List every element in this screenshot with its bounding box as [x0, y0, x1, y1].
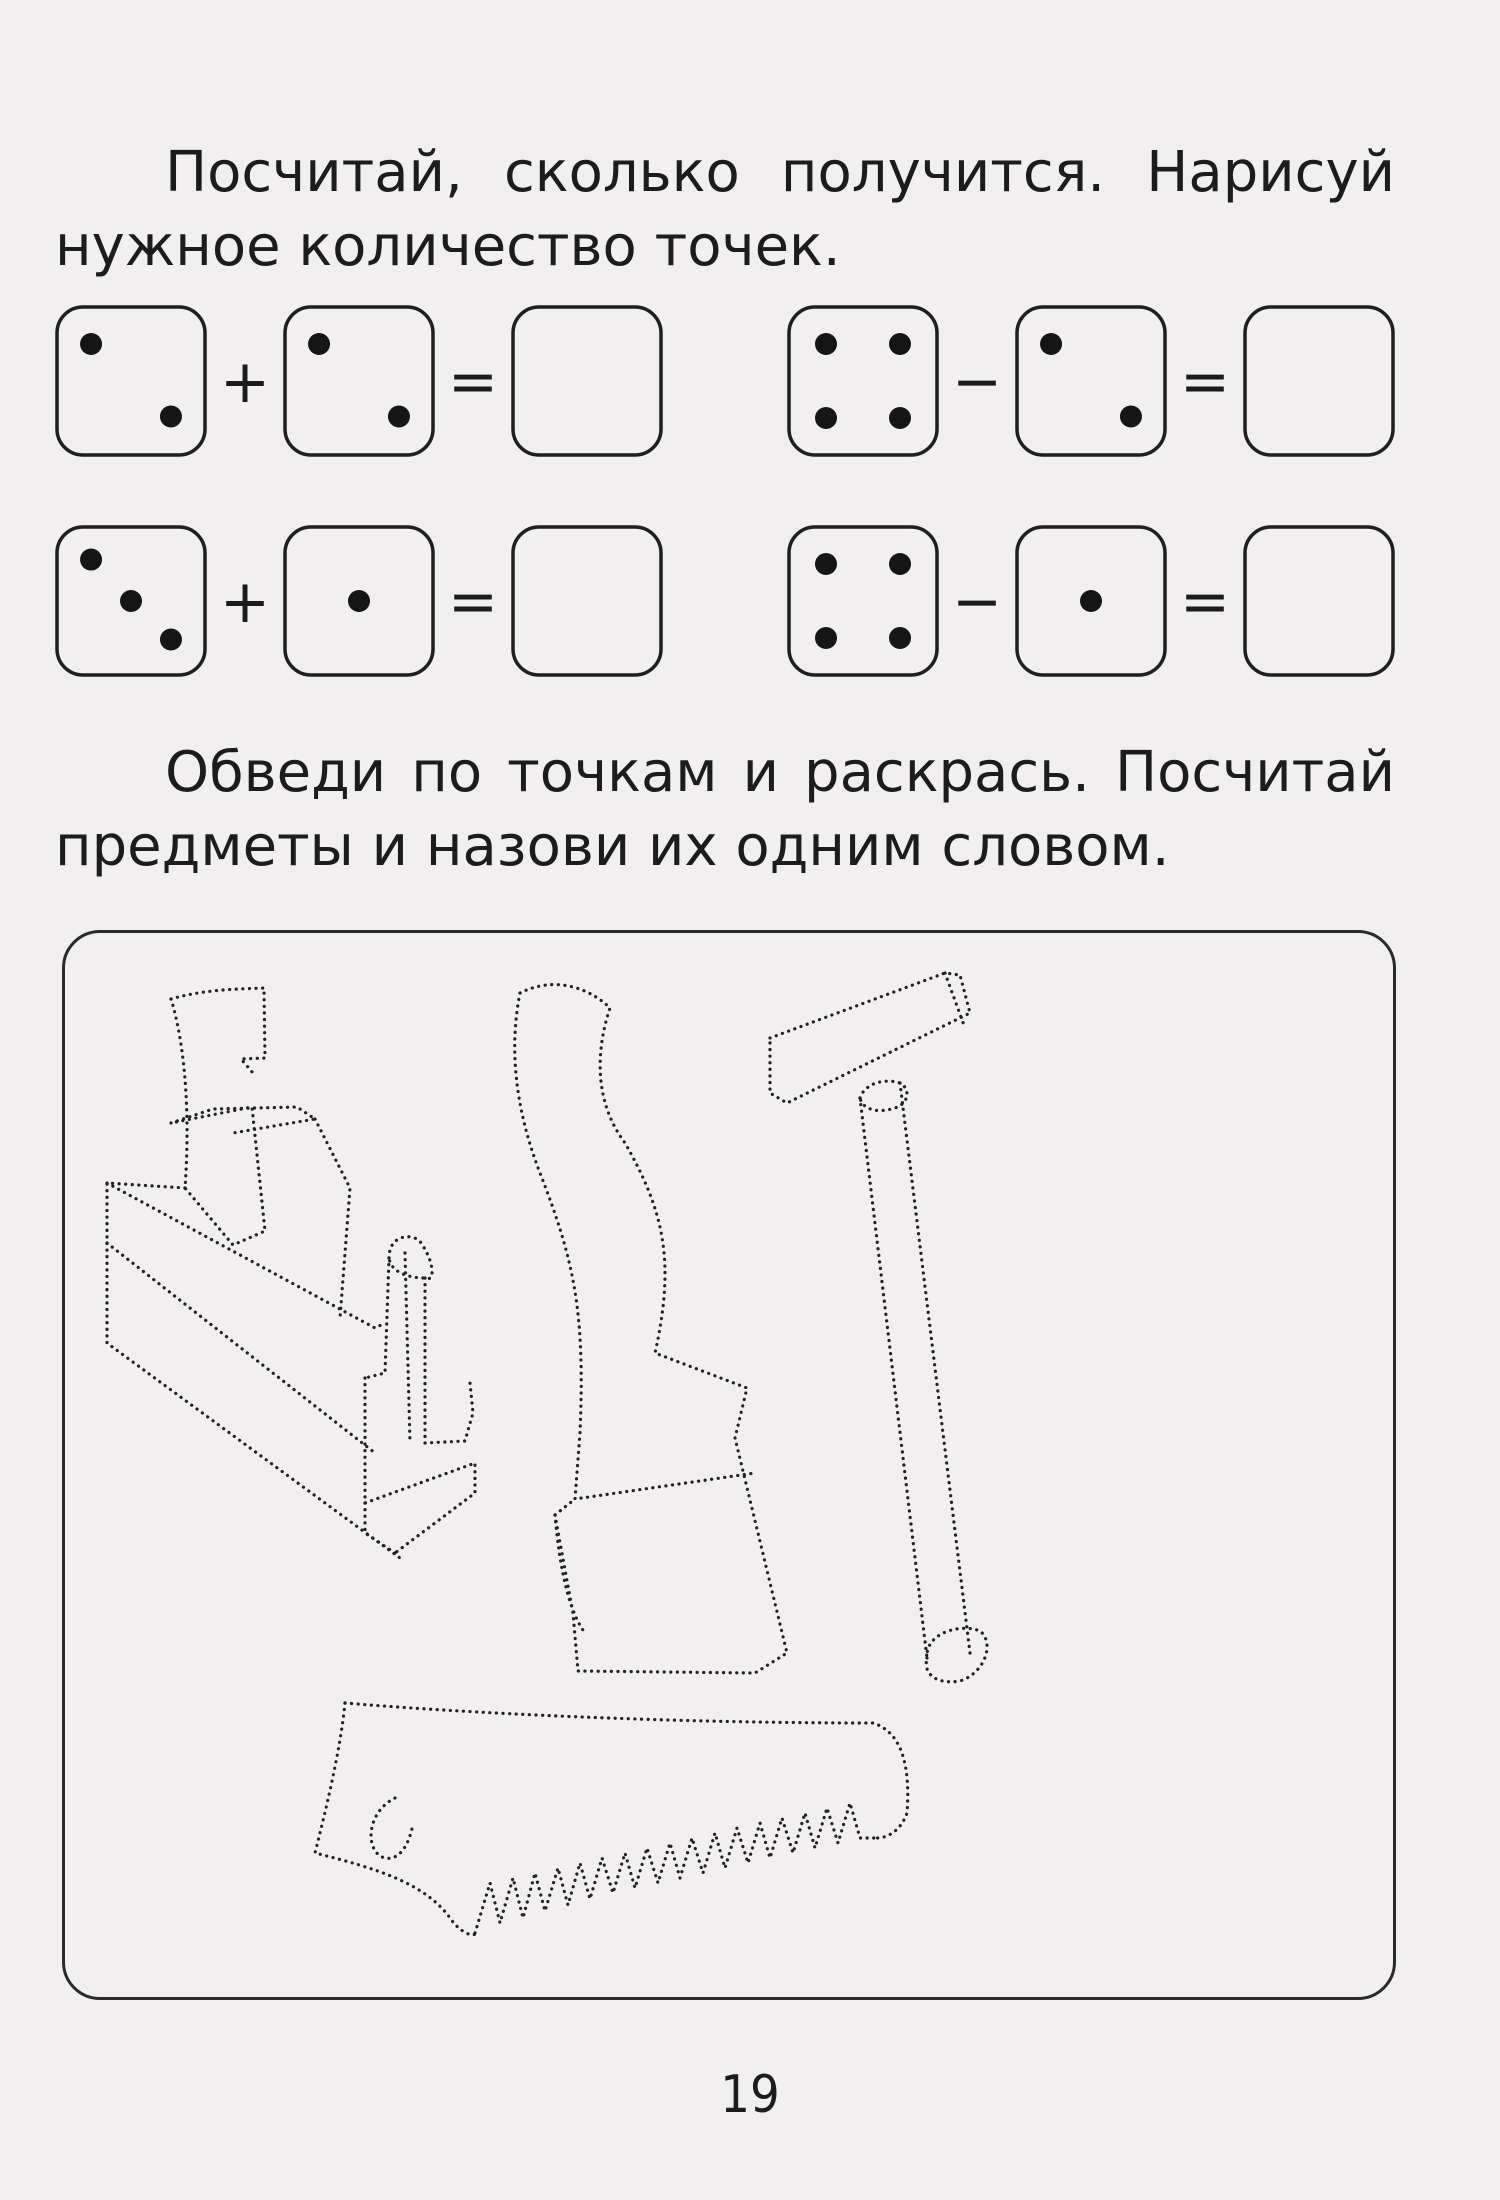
operator-sign: +	[219, 567, 271, 637]
die-right	[1017, 307, 1165, 455]
die-dot	[308, 333, 330, 355]
dice-equations	[0, 0, 1500, 700]
answer-box[interactable]	[513, 527, 661, 675]
tracing-frame	[62, 930, 1396, 2000]
die-right	[285, 307, 433, 455]
answer-box[interactable]	[1245, 307, 1393, 455]
operator-sign: −	[951, 567, 1003, 637]
answer-box[interactable]	[513, 307, 661, 455]
operator-sign: −	[951, 347, 1003, 417]
saw-drawing[interactable]	[315, 1703, 908, 1935]
equals-sign: =	[1179, 567, 1231, 637]
die-dot	[815, 553, 837, 575]
die-dot	[815, 627, 837, 649]
page-number: 19	[720, 2065, 780, 2125]
equals-sign: =	[1179, 347, 1231, 417]
die-dot	[160, 628, 182, 650]
mallet-drawing[interactable]	[770, 973, 987, 1682]
die-dot	[889, 333, 911, 355]
die-dot	[160, 406, 182, 428]
equals-sign: =	[447, 347, 499, 417]
hammer-drawing[interactable]	[365, 1237, 475, 1553]
die-dot	[80, 549, 102, 571]
die-left	[57, 307, 205, 455]
die-left	[789, 527, 937, 675]
square-tool-drawing[interactable]	[107, 988, 400, 1558]
die-dot	[815, 407, 837, 429]
die-dot	[388, 406, 410, 428]
equals-sign: =	[447, 567, 499, 637]
die-left	[789, 307, 937, 455]
exercise1-instruction: Посчитай, сколько получится. Нарисуй нужное количество точек.	[55, 140, 1395, 279]
die-dot	[815, 333, 837, 355]
exercise2-instruction: Обведи по точкам и раскрась. Посчитай предметы и назови их одним словом.	[55, 740, 1395, 879]
die-dot	[889, 627, 911, 649]
die-dot	[1120, 406, 1142, 428]
axe-drawing[interactable]	[515, 985, 787, 1673]
die-dot	[1080, 590, 1102, 612]
operator-sign: +	[219, 347, 271, 417]
die-dot	[80, 333, 102, 355]
die-dot	[120, 590, 142, 612]
die-dot	[348, 590, 370, 612]
die-dot	[1040, 333, 1062, 355]
die-dot	[889, 553, 911, 575]
die-dot	[889, 407, 911, 429]
answer-box[interactable]	[1245, 527, 1393, 675]
